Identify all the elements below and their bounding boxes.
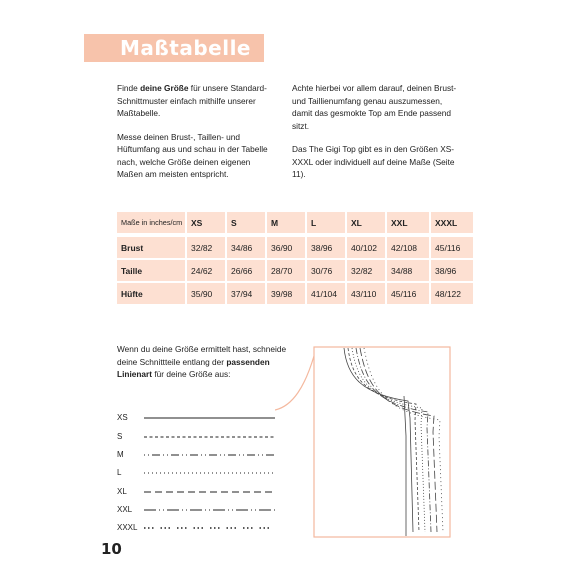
legend-line-samples	[117, 410, 287, 535]
intro-left	[117, 82, 277, 192]
intro-right-paragraph-2: Das The Gigi Top gibt es in den Größen XS-XXXL oder individuell auf deine Maße (Seite 11).	[292, 144, 455, 179]
table-cell: 34/86	[227, 237, 265, 258]
row-label: Hüfte	[117, 283, 185, 304]
size-header: L	[307, 212, 345, 233]
legend-label-xs: XS	[117, 413, 128, 422]
table-cell: 43/110	[347, 283, 385, 304]
pattern-frame	[314, 347, 450, 537]
table-cell: 28/70	[267, 260, 305, 281]
intro-right	[292, 82, 462, 192]
size-header: M	[267, 212, 305, 233]
table-header-row	[117, 212, 475, 233]
legend-label-m: M	[117, 450, 124, 459]
pattern-lines	[344, 348, 443, 536]
legend-label-xl: XL	[117, 487, 127, 496]
size-header: XXL	[387, 212, 429, 233]
table-cell: 39/98	[267, 283, 305, 304]
table-row-huefte	[117, 283, 475, 304]
page-title: Maßtabelle	[120, 36, 251, 60]
table-cell: 32/82	[187, 237, 225, 258]
table-row-brust	[117, 237, 475, 258]
table-cell: 40/102	[347, 237, 385, 258]
size-header: XL	[347, 212, 385, 233]
intro-left-paragraph-2: Messe deinen Brust-, Taillen- und Hüftumfang aus und schau in der Tabelle nach, welche Größe deinen eigenen Maßen am meisten entspricht.	[117, 131, 268, 179]
pattern-illustration	[275, 336, 460, 541]
legend-label-xxl: XXL	[117, 505, 133, 514]
intro-left-paragraph-1: Finde deine Größe für unsere Standard-Schnittmuster einfach mithilfe unserer Maßtabelle.	[117, 83, 267, 118]
table-cell: 45/116	[431, 237, 473, 258]
size-table	[117, 212, 475, 306]
page-number: 10	[101, 540, 122, 558]
table-cell: 32/82	[347, 260, 385, 281]
table-cell: 42/108	[387, 237, 429, 258]
table-cell: 36/90	[267, 237, 305, 258]
table-cell: 48/122	[431, 283, 473, 304]
size-header: XXXL	[431, 212, 473, 233]
table-cell: 30/76	[307, 260, 345, 281]
table-cell: 35/90	[187, 283, 225, 304]
table-cell: 45/116	[387, 283, 429, 304]
line-type-legend	[117, 410, 287, 535]
unit-label: Maße in inches/cm	[117, 212, 185, 233]
table-cell: 37/94	[227, 283, 265, 304]
cutting-instructions: Wenn du deine Größe ermittelt hast, schneide deine Schnittteile entlang der passenden Linienart für deine Größe aus:	[117, 344, 287, 379]
table-cell: 26/66	[227, 260, 265, 281]
table-row-taille	[117, 260, 475, 281]
legend-label-xxxl: XXXL	[117, 523, 138, 532]
table-cell: 41/104	[307, 283, 345, 304]
table-cell: 34/88	[387, 260, 429, 281]
legend-label-s: S	[117, 432, 123, 441]
row-label: Taille	[117, 260, 185, 281]
row-label: Brust	[117, 237, 185, 258]
legend-label-l: L	[117, 468, 122, 477]
callout-connector	[275, 356, 314, 410]
size-header: XS	[187, 212, 225, 233]
intro-right-paragraph-1: Achte hierbei vor allem darauf, deinen Brust- und Taillienumfang genau auszumessen, damit das gesmokte Top am Ende passend sitzt.	[292, 83, 457, 131]
size-header: S	[227, 212, 265, 233]
table-cell: 24/62	[187, 260, 225, 281]
table-cell: 38/96	[431, 260, 473, 281]
table-cell: 38/96	[307, 237, 345, 258]
